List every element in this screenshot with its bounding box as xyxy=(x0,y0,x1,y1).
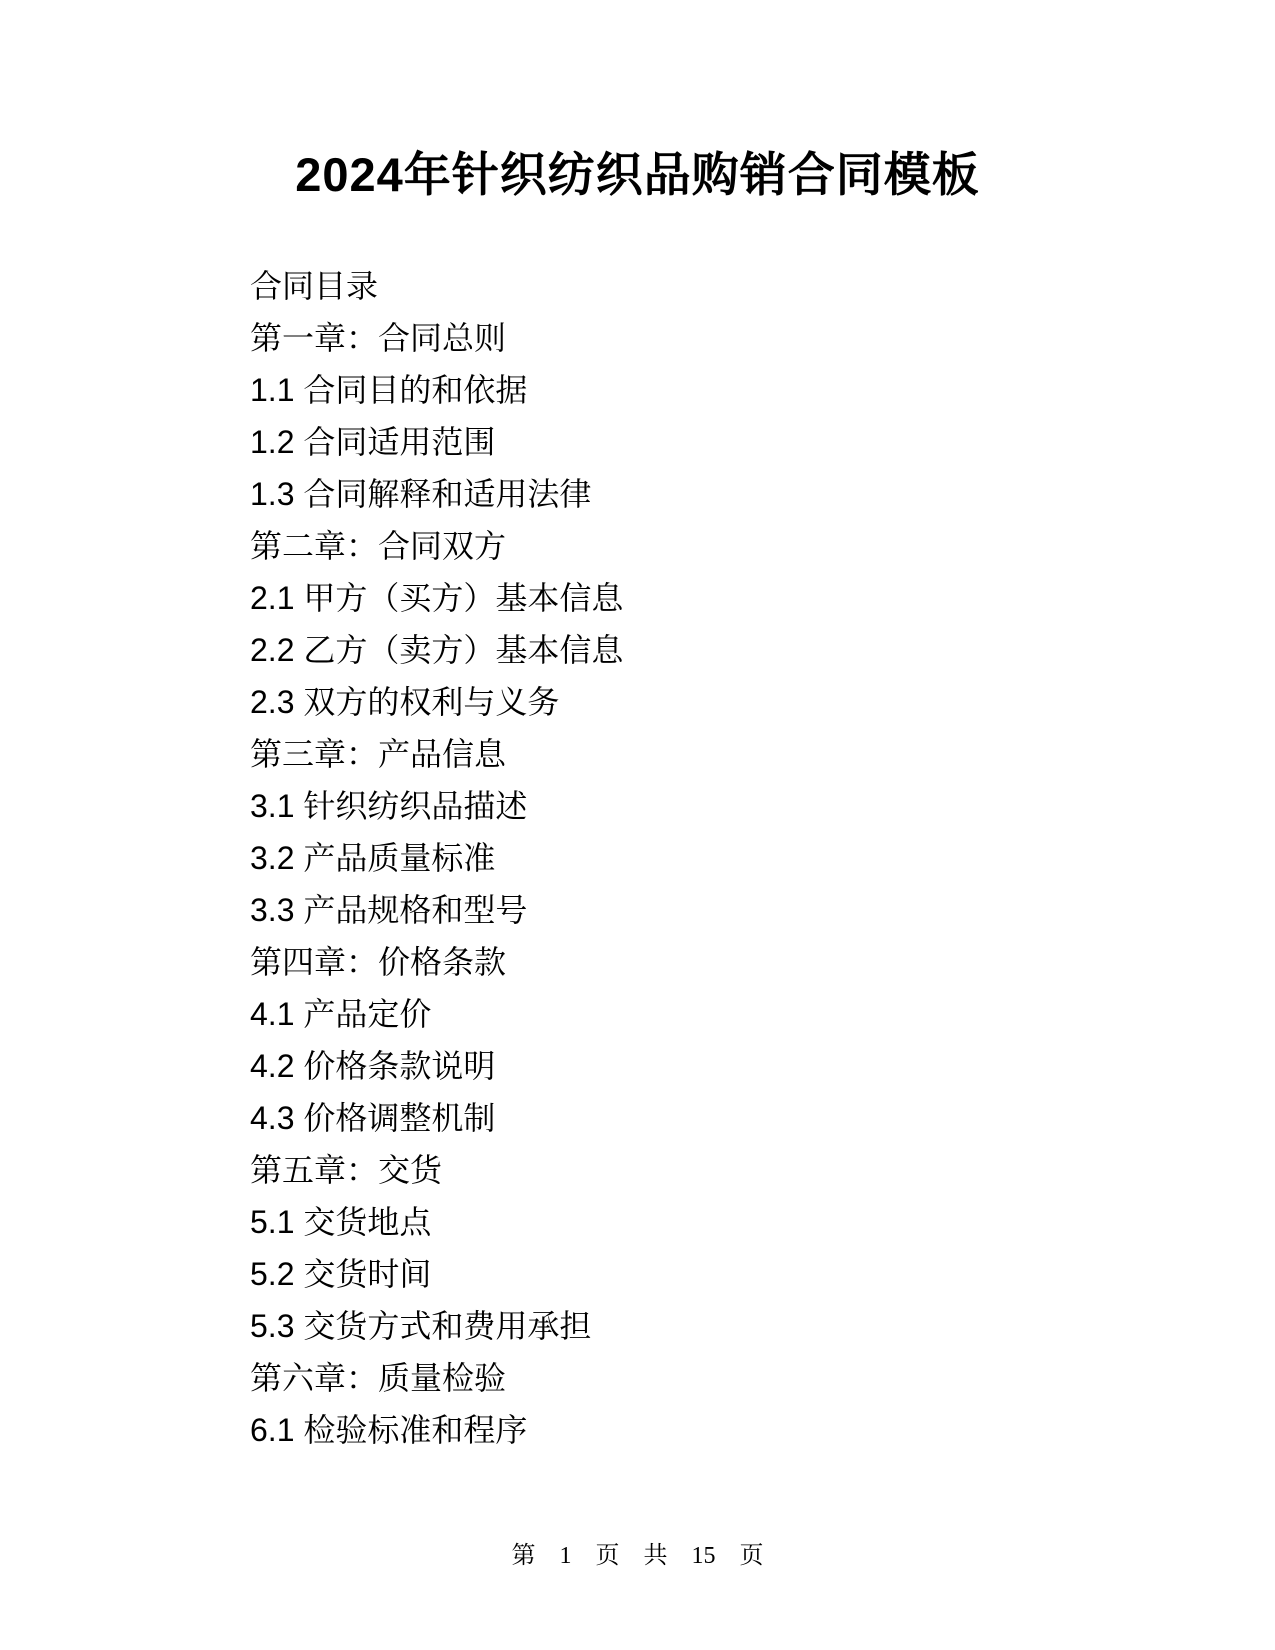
toc-chapter-item: 第二章：合同双方 xyxy=(250,528,507,564)
toc-section-item: 5.1 交货地点 xyxy=(250,1204,432,1240)
toc-section-item: 1.2 合同适用范围 xyxy=(250,424,496,460)
footer-of-label: 共 xyxy=(643,1543,668,1569)
toc-section-item: 3.3 产品规格和型号 xyxy=(250,892,528,928)
document-title: 2024年针织纺织品购销合同模板 xyxy=(295,148,980,201)
toc-section-item: 2.1 甲方（买方）基本信息 xyxy=(250,580,624,616)
table-of-contents xyxy=(250,260,1155,1456)
toc-section-item: 4.3 价格调整机制 xyxy=(250,1100,496,1136)
toc-chapter-item: 第五章：交货 xyxy=(250,1152,443,1188)
toc-section-item: 4.1 产品定价 xyxy=(250,996,432,1032)
toc-section-item: 3.1 针织纺织品描述 xyxy=(250,788,528,824)
toc-section-item: 1.1 合同目的和依据 xyxy=(250,372,528,408)
toc-section-item: 2.2 乙方（卖方）基本信息 xyxy=(250,632,624,668)
toc-heading: 合同目录 xyxy=(250,268,379,304)
toc-chapter-item: 第三章：产品信息 xyxy=(250,736,507,772)
toc-section-item: 1.3 合同解释和适用法律 xyxy=(250,476,592,512)
footer-page-label: 页 xyxy=(595,1543,620,1569)
toc-chapter-item: 第一章：合同总则 xyxy=(250,320,507,356)
toc-section-item: 3.2 产品质量标准 xyxy=(250,840,496,876)
toc-section-item: 6.1 检验标准和程序 xyxy=(250,1412,528,1448)
toc-section-item: 4.2 价格条款说明 xyxy=(250,1048,496,1084)
footer-total-pages-number: 15 xyxy=(691,1543,716,1569)
page-footer xyxy=(0,1532,1275,1580)
toc-section-item: 5.2 交货时间 xyxy=(250,1256,432,1292)
footer-page-prefix-label: 第 xyxy=(511,1543,536,1569)
footer-current-page-number: 1 xyxy=(559,1543,572,1569)
toc-chapter-item: 第六章：质量检验 xyxy=(250,1360,507,1396)
toc-chapter-item: 第四章：价格条款 xyxy=(250,944,507,980)
toc-section-item: 2.3 双方的权利与义务 xyxy=(250,684,560,720)
footer-total-page-label: 页 xyxy=(739,1543,764,1569)
toc-section-item: 5.3 交货方式和费用承担 xyxy=(250,1308,592,1344)
